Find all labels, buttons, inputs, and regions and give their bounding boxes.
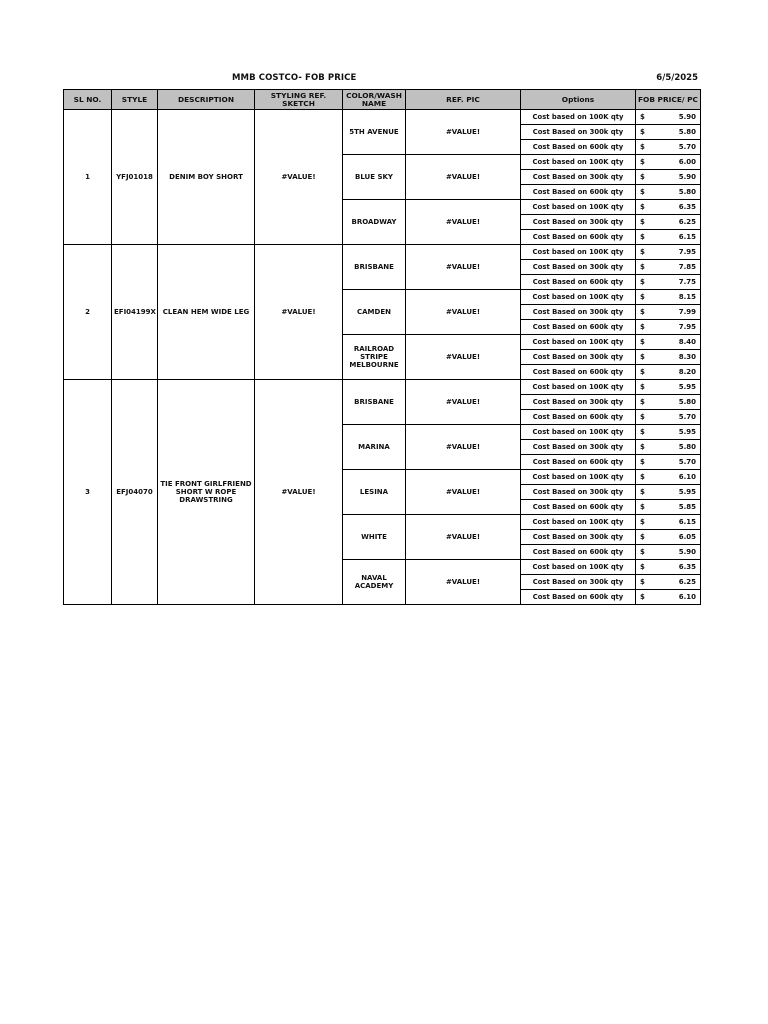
price-wrapper (640, 443, 696, 451)
price-value: 8.15 (678, 293, 696, 301)
fob-price-cell (636, 500, 701, 515)
fob-price-cell (636, 440, 701, 455)
currency-symbol: $ (640, 488, 645, 496)
option-cell: Cost based on 100K qty (521, 290, 636, 305)
price-value: 7.95 (678, 248, 696, 256)
price-wrapper (640, 488, 696, 496)
option-cell: Cost based on 100K qty (521, 335, 636, 350)
currency-symbol: $ (640, 518, 645, 526)
option-cell: Cost Based on 600k qty (521, 275, 636, 290)
price-value: 6.35 (678, 563, 696, 571)
price-wrapper (640, 248, 696, 256)
style-cell: EFJ04070 (112, 380, 158, 605)
price-value: 6.05 (678, 533, 696, 541)
price-value: 5.95 (678, 488, 696, 496)
ref-pic-cell: #VALUE! (406, 515, 521, 560)
currency-symbol: $ (640, 338, 645, 346)
currency-symbol: $ (640, 308, 645, 316)
price-wrapper (640, 368, 696, 376)
option-cell: Cost Based on 600k qty (521, 545, 636, 560)
col-header-style: STYLE (112, 90, 158, 110)
currency-symbol: $ (640, 278, 645, 286)
color-wash-cell: BRISBANE (343, 245, 406, 290)
option-cell: Cost Based on 300k qty (521, 440, 636, 455)
fob-price-cell (636, 305, 701, 320)
color-wash-cell: 5TH AVENUE (343, 110, 406, 155)
col-header-ref-pic: REF. PIC (406, 90, 521, 110)
option-cell: Cost Based on 300k qty (521, 395, 636, 410)
price-wrapper (640, 203, 696, 211)
color-wash-cell: BLUE SKY (343, 155, 406, 200)
description-cell: TIE FRONT GIRLFRIEND SHORT W ROPE DRAWSTRING (158, 380, 255, 605)
currency-symbol: $ (640, 233, 645, 241)
currency-symbol: $ (640, 143, 645, 151)
price-value: 5.80 (678, 398, 696, 406)
price-value: 7.75 (678, 278, 696, 286)
sl-no-cell: 1 (64, 110, 112, 245)
price-value: 8.40 (678, 338, 696, 346)
price-value: 8.20 (678, 368, 696, 376)
color-wash-cell: NAVAL ACADEMY (343, 560, 406, 605)
currency-symbol: $ (640, 398, 645, 406)
option-cell: Cost based on 100K qty (521, 200, 636, 215)
price-wrapper (640, 218, 696, 226)
option-cell: Cost Based on 600k qty (521, 500, 636, 515)
sheet-title: MMB COSTCO- FOB PRICE (232, 73, 357, 83)
style-cell: EFI04199X (112, 245, 158, 380)
fob-price-cell (636, 365, 701, 380)
option-cell: Cost Based on 300k qty (521, 305, 636, 320)
currency-symbol: $ (640, 353, 645, 361)
option-cell: Cost Based on 600k qty (521, 140, 636, 155)
styling-sketch-cell: #VALUE! (255, 110, 343, 245)
fob-price-cell (636, 185, 701, 200)
option-cell: Cost based on 100K qty (521, 470, 636, 485)
currency-symbol: $ (640, 218, 645, 226)
currency-symbol: $ (640, 173, 645, 181)
fob-price-cell (636, 155, 701, 170)
option-cell: Cost Based on 600k qty (521, 320, 636, 335)
option-cell: Cost Based on 300k qty (521, 215, 636, 230)
price-value: 6.25 (678, 218, 696, 226)
currency-symbol: $ (640, 413, 645, 421)
price-value: 5.95 (678, 383, 696, 391)
option-cell: Cost Based on 300k qty (521, 260, 636, 275)
price-value: 5.70 (678, 458, 696, 466)
price-wrapper (640, 128, 696, 136)
style-cell: YFJ01018 (112, 110, 158, 245)
price-wrapper (640, 278, 696, 286)
price-wrapper (640, 578, 696, 586)
fob-price-cell (636, 560, 701, 575)
price-wrapper (640, 593, 696, 601)
currency-symbol: $ (640, 158, 645, 166)
fob-price-cell (636, 110, 701, 125)
table-row (64, 380, 701, 395)
price-value: 5.90 (678, 548, 696, 556)
price-value: 7.85 (678, 263, 696, 271)
price-wrapper (640, 233, 696, 241)
price-value: 6.10 (678, 473, 696, 481)
fob-price-cell (636, 425, 701, 440)
option-cell: Cost Based on 600k qty (521, 185, 636, 200)
color-wash-cell: BROADWAY (343, 200, 406, 245)
ref-pic-cell: #VALUE! (406, 560, 521, 605)
currency-symbol: $ (640, 428, 645, 436)
price-wrapper (640, 428, 696, 436)
currency-symbol: $ (640, 293, 645, 301)
color-wash-cell: CAMDEN (343, 290, 406, 335)
header-row (64, 90, 701, 110)
price-wrapper (640, 353, 696, 361)
price-wrapper (640, 383, 696, 391)
price-value: 6.15 (678, 233, 696, 241)
price-value: 7.99 (678, 308, 696, 316)
fob-price-cell (636, 230, 701, 245)
col-header-description: DESCRIPTION (158, 90, 255, 110)
price-value: 6.10 (678, 593, 696, 601)
ref-pic-cell: #VALUE! (406, 155, 521, 200)
sheet-date: 6/5/2025 (656, 73, 698, 83)
price-wrapper (640, 338, 696, 346)
price-wrapper (640, 173, 696, 181)
fob-price-cell (636, 215, 701, 230)
price-wrapper (640, 158, 696, 166)
fob-price-cell (636, 350, 701, 365)
color-wash-cell: MARINA (343, 425, 406, 470)
option-cell: Cost Based on 300k qty (521, 575, 636, 590)
fob-price-cell (636, 395, 701, 410)
styling-sketch-cell: #VALUE! (255, 380, 343, 605)
price-wrapper (640, 533, 696, 541)
option-cell: Cost Based on 600k qty (521, 365, 636, 380)
color-wash-cell: LESINA (343, 470, 406, 515)
price-wrapper (640, 113, 696, 121)
col-header-sl-no: SL NO. (64, 90, 112, 110)
fob-price-cell (636, 245, 701, 260)
price-wrapper (640, 308, 696, 316)
currency-symbol: $ (640, 593, 645, 601)
fob-price-table (63, 89, 701, 605)
option-cell: Cost Based on 300k qty (521, 530, 636, 545)
fob-price-cell (636, 590, 701, 605)
price-wrapper (640, 458, 696, 466)
table-row (64, 245, 701, 260)
fob-price-cell (636, 200, 701, 215)
col-header-color-wash: COLOR/WASH NAME (343, 90, 406, 110)
price-wrapper (640, 503, 696, 511)
price-value: 5.95 (678, 428, 696, 436)
option-cell: Cost Based on 300k qty (521, 350, 636, 365)
table-row (64, 110, 701, 125)
option-cell: Cost based on 100K qty (521, 245, 636, 260)
price-value: 5.80 (678, 188, 696, 196)
fob-price-cell (636, 275, 701, 290)
currency-symbol: $ (640, 203, 645, 211)
fob-price-cell (636, 530, 701, 545)
option-cell: Cost Based on 600k qty (521, 230, 636, 245)
currency-symbol: $ (640, 578, 645, 586)
price-wrapper (640, 473, 696, 481)
option-cell: Cost Based on 600k qty (521, 410, 636, 425)
fob-price-cell (636, 410, 701, 425)
color-wash-cell: RAILROAD STRIPE MELBOURNE (343, 335, 406, 380)
fob-price-cell (636, 260, 701, 275)
option-cell: Cost based on 100K qty (521, 515, 636, 530)
option-cell: Cost Based on 300k qty (521, 125, 636, 140)
sl-no-cell: 2 (64, 245, 112, 380)
option-cell: Cost based on 100K qty (521, 110, 636, 125)
description-cell: DENIM BOY SHORT (158, 110, 255, 245)
fob-price-cell (636, 125, 701, 140)
price-wrapper (640, 548, 696, 556)
currency-symbol: $ (640, 443, 645, 451)
color-wash-cell: BRISBANE (343, 380, 406, 425)
currency-symbol: $ (640, 383, 645, 391)
styling-sketch-cell: #VALUE! (255, 245, 343, 380)
fob-price-cell (636, 545, 701, 560)
col-header-options: Options (521, 90, 636, 110)
fob-price-cell (636, 455, 701, 470)
fob-price-cell (636, 140, 701, 155)
ref-pic-cell: #VALUE! (406, 380, 521, 425)
color-wash-cell: WHITE (343, 515, 406, 560)
price-value: 6.15 (678, 518, 696, 526)
fob-price-cell (636, 290, 701, 305)
col-header-styling-sketch: STYLING REF. SKETCH (255, 90, 343, 110)
ref-pic-cell: #VALUE! (406, 335, 521, 380)
fob-price-cell (636, 470, 701, 485)
option-cell: Cost Based on 300k qty (521, 170, 636, 185)
currency-symbol: $ (640, 473, 645, 481)
fob-price-cell (636, 320, 701, 335)
currency-symbol: $ (640, 248, 645, 256)
ref-pic-cell: #VALUE! (406, 245, 521, 290)
currency-symbol: $ (640, 503, 645, 511)
currency-symbol: $ (640, 188, 645, 196)
option-cell: Cost based on 100K qty (521, 425, 636, 440)
ref-pic-cell: #VALUE! (406, 110, 521, 155)
option-cell: Cost Based on 600k qty (521, 590, 636, 605)
option-cell: Cost based on 100K qty (521, 155, 636, 170)
price-wrapper (640, 323, 696, 331)
currency-symbol: $ (640, 368, 645, 376)
option-cell: Cost Based on 300k qty (521, 485, 636, 500)
fob-price-cell (636, 380, 701, 395)
currency-symbol: $ (640, 323, 645, 331)
price-wrapper (640, 143, 696, 151)
price-value: 7.95 (678, 323, 696, 331)
price-wrapper (640, 263, 696, 271)
ref-pic-cell: #VALUE! (406, 425, 521, 470)
sl-no-cell: 3 (64, 380, 112, 605)
description-cell: CLEAN HEM WIDE LEG (158, 245, 255, 380)
price-value: 5.70 (678, 413, 696, 421)
price-value: 8.30 (678, 353, 696, 361)
currency-symbol: $ (640, 563, 645, 571)
price-value: 5.90 (678, 113, 696, 121)
currency-symbol: $ (640, 128, 645, 136)
ref-pic-cell: #VALUE! (406, 470, 521, 515)
ref-pic-cell: #VALUE! (406, 290, 521, 335)
fob-price-cell (636, 485, 701, 500)
fob-price-cell (636, 515, 701, 530)
currency-symbol: $ (640, 458, 645, 466)
price-value: 5.80 (678, 128, 696, 136)
price-wrapper (640, 563, 696, 571)
price-wrapper (640, 293, 696, 301)
price-value: 6.00 (678, 158, 696, 166)
price-wrapper (640, 188, 696, 196)
fob-price-cell (636, 335, 701, 350)
price-wrapper (640, 398, 696, 406)
price-value: 6.25 (678, 578, 696, 586)
price-value: 5.70 (678, 143, 696, 151)
fob-price-cell (636, 575, 701, 590)
currency-symbol: $ (640, 113, 645, 121)
col-header-fob-price: FOB PRICE/ PC (636, 90, 701, 110)
price-value: 5.85 (678, 503, 696, 511)
price-wrapper (640, 518, 696, 526)
option-cell: Cost based on 100K qty (521, 560, 636, 575)
price-value: 5.90 (678, 173, 696, 181)
ref-pic-cell: #VALUE! (406, 200, 521, 245)
option-cell: Cost based on 100K qty (521, 380, 636, 395)
fob-price-cell (636, 170, 701, 185)
price-value: 5.80 (678, 443, 696, 451)
price-wrapper (640, 413, 696, 421)
currency-symbol: $ (640, 548, 645, 556)
currency-symbol: $ (640, 533, 645, 541)
option-cell: Cost Based on 600k qty (521, 455, 636, 470)
price-value: 6.35 (678, 203, 696, 211)
currency-symbol: $ (640, 263, 645, 271)
